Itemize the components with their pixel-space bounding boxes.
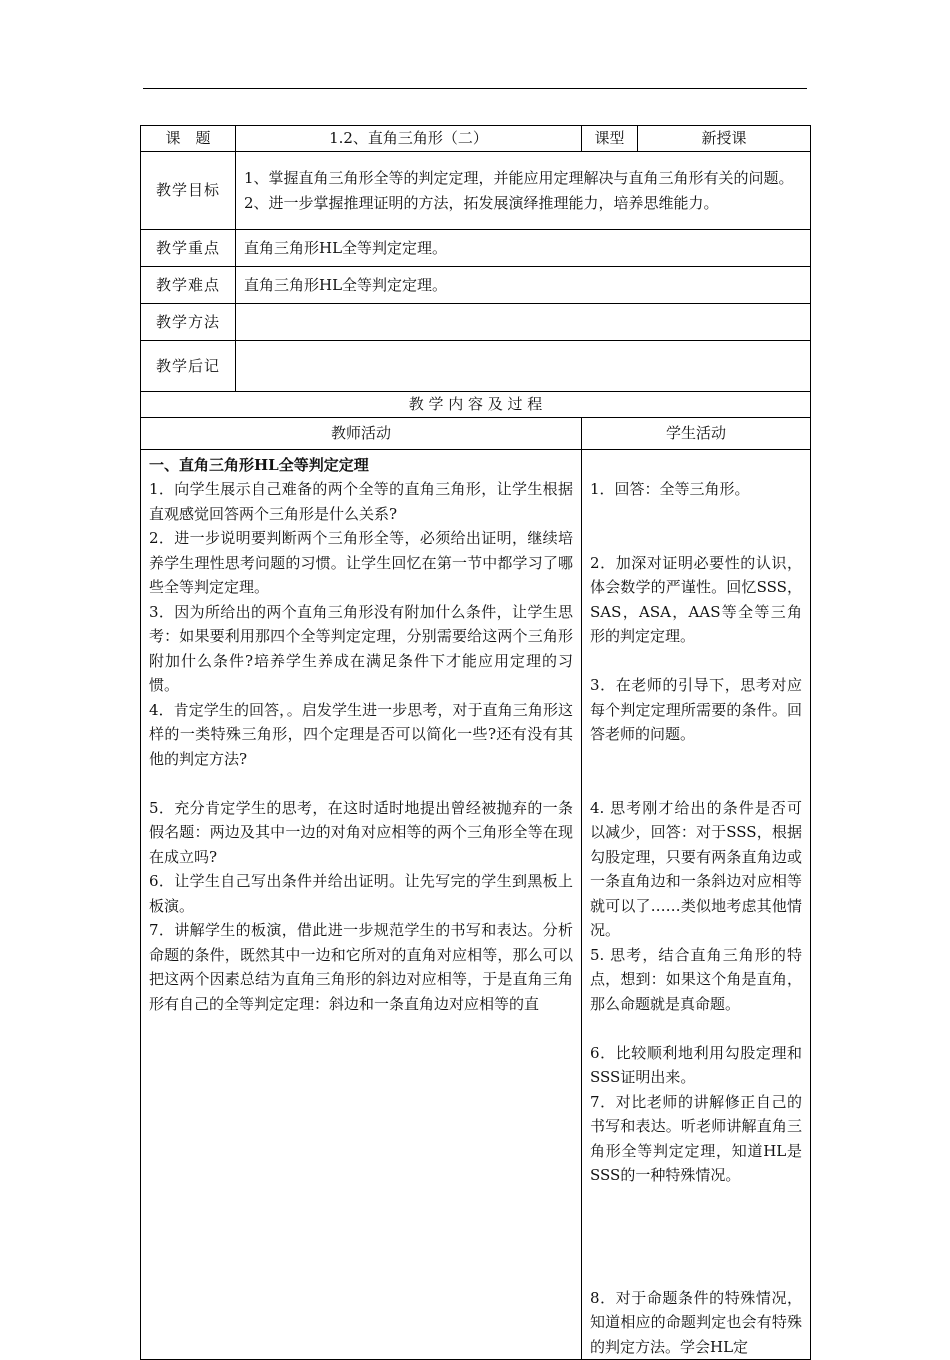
header-rule bbox=[143, 88, 807, 89]
student-activities bbox=[582, 449, 811, 1360]
teacher-step: 1．向学生展示自己难备的两个全等的直角三角形，让学生根据直观感觉回答两个三角形是什么关系? bbox=[149, 480, 574, 523]
process-title: 教 学 内 容 及 过 程 bbox=[141, 392, 811, 418]
notes-row bbox=[141, 341, 811, 392]
student-step: 5. 思考，结合直角三角形的特点，想到：如果这个角是直角，那么命题就是真命题。 bbox=[590, 945, 803, 1013]
process-title-row bbox=[141, 392, 811, 418]
method-value bbox=[236, 304, 811, 341]
teacher-step: 6．让学生自己写出条件并给出证明。让先写完的学生到黑板上板演。 bbox=[149, 872, 574, 915]
teacher-step: 3．因为所给出的两个直角三角形没有附加什么条件，让学生思考：如果要利用那四个全等判定定理，分别需要给这两个三角形附加什么条件?培养学生养成在满足条件下才能应用定理的习惯。 bbox=[149, 602, 574, 694]
teacher-step: 4．肯定学生的回答，。启发学生进一步思考，对于直角三角形这样的一类特殊三角形，四个定理是否可以简化一些?还有没有其他的判定方法? bbox=[149, 700, 574, 768]
topic-value: 1.2、直角三角形（二） bbox=[236, 126, 582, 152]
notes-label: 教学后记 bbox=[141, 341, 236, 392]
method-label: 教学方法 bbox=[141, 304, 236, 341]
student-step: 6．比较顺利地利用勾股定理和SSS证明出来。 bbox=[590, 1043, 803, 1086]
lesson-plan-table bbox=[140, 125, 811, 1360]
student-step: 2．加深对证明必要性的认识，体会数学的严谨性。回忆SSS，SAS，ASA，AAS等全等三角形的判定定理。 bbox=[590, 553, 803, 645]
section-heading: 一、直角三角形HL全等判定定理 bbox=[149, 455, 369, 474]
student-step: 3．在老师的引导下，思考对应每个判定定理所需要的条件。回答老师的问题。 bbox=[590, 676, 803, 743]
type-label: 课型 bbox=[582, 126, 638, 152]
activity-header-row bbox=[141, 417, 811, 449]
goal-item: 2、进一步掌握推理证明的方法，拓发展演绎推理能力，培养思维能力。 bbox=[244, 193, 719, 212]
topic-row bbox=[141, 126, 811, 152]
teacher-step: 2．进一步说明要判断两个三角形全等，必须给出证明，继续培养学生理性思考问题的习惯。让学生回忆在第一节中都学习了哪些全等判定定理。 bbox=[149, 529, 574, 596]
difficulty-value: 直角三角形HL全等判定定理。 bbox=[236, 267, 811, 304]
teacher-step: 5．充分肯定学生的思考，在这时适时地提出曾经被抛弃的一条假名题：两边及其中一边的对角对应相等的两个三角形全等在现在成立吗? bbox=[149, 798, 574, 866]
goals-value bbox=[236, 152, 811, 230]
student-step: 8．对于命题条件的特殊情况，知道相应的命题判定也会有特殊的判定方法。学会HL定 bbox=[590, 1288, 803, 1356]
teacher-header: 教师活动 bbox=[141, 417, 582, 449]
focus-value: 直角三角形HL全等判定定理。 bbox=[236, 230, 811, 267]
type-value: 新授课 bbox=[638, 126, 811, 152]
student-step: 7．对比老师的讲解修正自己的书写和表达。听老师讲解直角三角形全等判定定理，知道HL是SSS的一种特殊情况。 bbox=[590, 1092, 803, 1184]
goal-item: 1、掌握直角三角形全等的判定定理，并能应用定理解决与直角三角形有关的问题。 bbox=[244, 169, 794, 187]
student-step: 1．回答：全等三角形。 bbox=[590, 480, 750, 498]
student-step: 4. 思考刚才给出的条件是否可以减少，回答：对于SSS，根据勾股定理，只要有两条直角边或一条直角边和一条斜边对应相等就可以了……类似地考虑其他情况。 bbox=[590, 798, 803, 939]
notes-value bbox=[236, 341, 811, 392]
method-row bbox=[141, 304, 811, 341]
student-header: 学生活动 bbox=[582, 417, 811, 449]
topic-label: 课 题 bbox=[141, 126, 236, 152]
activity-content-row bbox=[141, 449, 811, 1360]
focus-label: 教学重点 bbox=[141, 230, 236, 267]
teacher-step: 7．讲解学生的板演，借此进一步规范学生的书写和表达。分析命题的条件，既然其中一边和它所对的直角对应相等，那么可以把这两个因素总结为直角三角形的斜边对应相等，于是直角三角形有自己的全等判定定理：斜边和一条直角边对应相等的直 bbox=[149, 921, 574, 1013]
goals-label: 教学目标 bbox=[141, 152, 236, 230]
difficulty-row bbox=[141, 267, 811, 304]
focus-row bbox=[141, 230, 811, 267]
teacher-activities bbox=[141, 449, 582, 1360]
difficulty-label: 教学难点 bbox=[141, 267, 236, 304]
goals-row bbox=[141, 152, 811, 230]
